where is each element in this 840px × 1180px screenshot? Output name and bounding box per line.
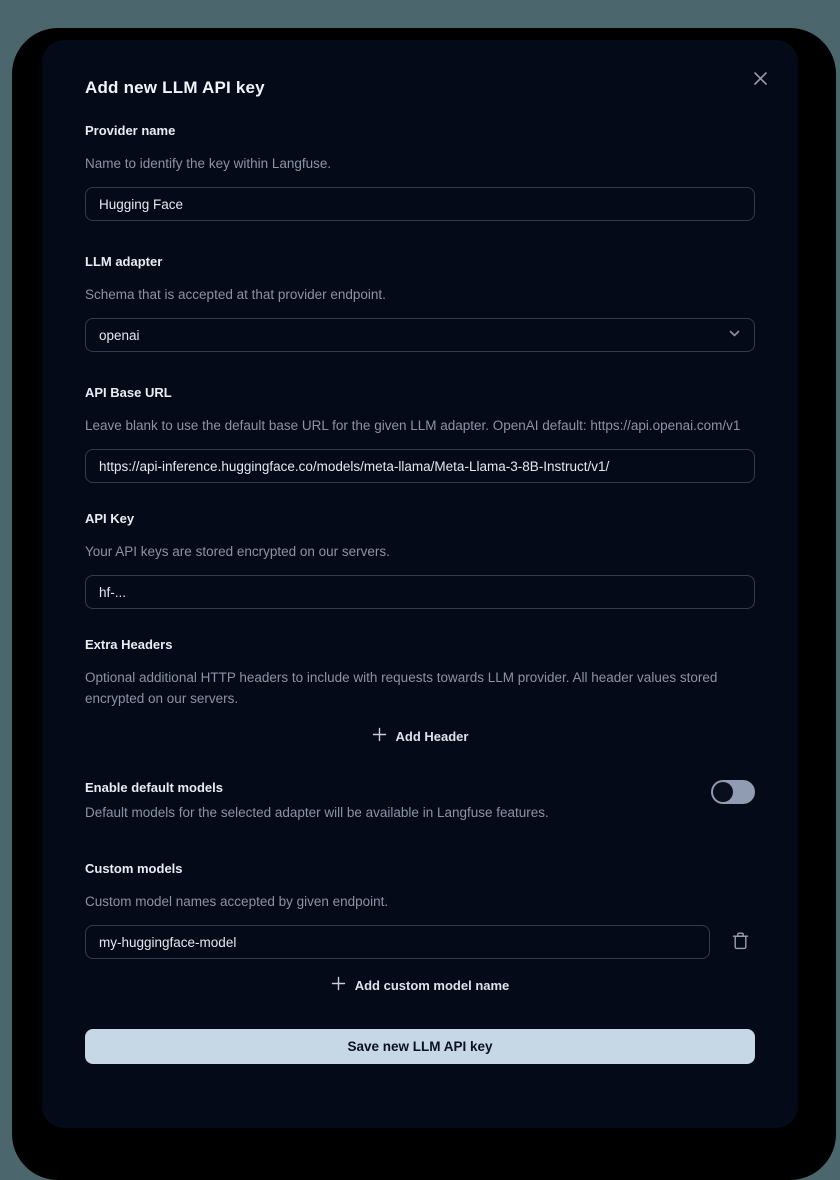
provider-name-group [85, 123, 755, 221]
api-base-url-group [85, 385, 755, 483]
add-llm-api-key-dialog [42, 40, 798, 1128]
dialog-title: Add new LLM API key [85, 78, 265, 97]
extra-headers-group [85, 637, 755, 750]
add-header-button-label: Add Header [395, 728, 469, 744]
custom-models-description: Custom model names accepted by given endpoint. [85, 894, 389, 909]
custom-model-row [85, 925, 755, 959]
extra-headers-description: Optional additional HTTP headers to include with requests towards LLM provider. All header values stored encrypted on our servers. [85, 670, 718, 706]
extra-headers-label: Extra Headers [85, 637, 173, 652]
toggle-knob [713, 782, 733, 802]
llm-adapter-select[interactable] [85, 318, 755, 352]
enable-default-models-group [85, 780, 755, 823]
custom-model-name-input[interactable] [85, 925, 710, 959]
llm-adapter-description: Schema that is accepted at that provider endpoint. [85, 287, 386, 302]
api-key-input[interactable] [85, 575, 755, 609]
llm-adapter-selected-value: openai [99, 327, 140, 343]
close-icon [753, 71, 768, 89]
plus-icon [331, 976, 346, 994]
custom-models-label: Custom models [85, 861, 183, 876]
add-custom-model-button[interactable] [85, 971, 755, 999]
api-key-group [85, 511, 755, 609]
save-llm-api-key-button[interactable]: Save new LLM API key [85, 1029, 755, 1064]
custom-models-group [85, 861, 755, 999]
api-key-description: Your API keys are stored encrypted on our servers. [85, 544, 390, 559]
api-base-url-input[interactable] [85, 449, 755, 483]
enable-default-models-toggle[interactable] [711, 780, 755, 804]
delete-custom-model-button[interactable] [726, 929, 755, 955]
plus-icon [372, 727, 387, 745]
llm-adapter-label: LLM adapter [85, 254, 163, 269]
enable-default-models-label: Enable default models [85, 780, 223, 795]
api-base-url-label: API Base URL [85, 385, 172, 400]
provider-name-description: Name to identify the key within Langfuse. [85, 156, 332, 171]
enable-default-models-text [85, 780, 549, 823]
trash-icon [732, 931, 749, 953]
close-button[interactable] [750, 70, 770, 90]
llm-adapter-group [85, 254, 755, 352]
api-base-url-description: Leave blank to use the default base URL for the given LLM adapter. OpenAI default: https://api.openai.com/v1 [85, 418, 741, 433]
add-header-button[interactable] [85, 722, 755, 750]
add-custom-model-button-label: Add custom model name [354, 977, 510, 993]
provider-name-input[interactable] [85, 187, 755, 221]
chevron-down-icon [728, 327, 741, 343]
enable-default-models-description: Default models for the selected adapter will be available in Langfuse features. [85, 805, 549, 820]
provider-name-label: Provider name [85, 123, 176, 138]
api-key-label: API Key [85, 511, 135, 526]
